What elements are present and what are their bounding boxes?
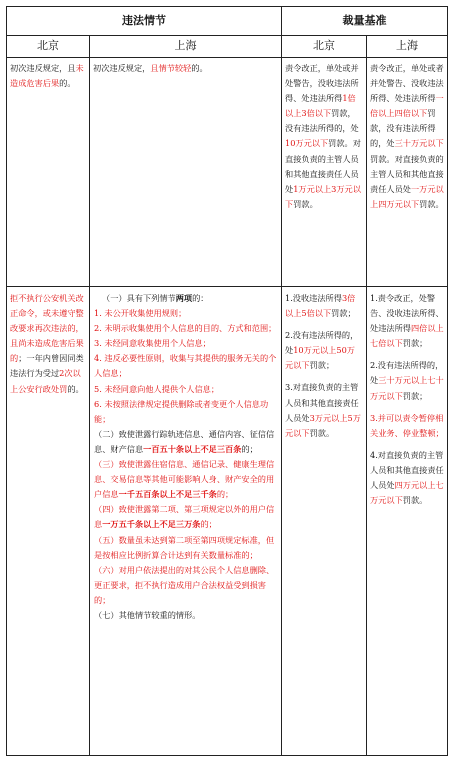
item-amount: 四万元以上七万元以下 <box>370 480 444 506</box>
item-emphasis: 一百五十条以上不足三百条 <box>143 443 242 454</box>
violation-item <box>94 533 278 563</box>
spacer <box>285 373 363 380</box>
item-text: 6. 未按照法律规定提供删除或者变更个人信息功能； <box>94 398 269 424</box>
item-text: 3. 未经同意收集使用个人信息； <box>94 338 211 349</box>
violation-item <box>94 306 278 321</box>
row2-shanghai-violation-list <box>90 289 281 755</box>
item-text: （五）数量虽未达到第二项至第四项规定标准，但是按相应比例折算合计达到有关数量标准的； <box>94 534 275 560</box>
spacer <box>370 441 444 448</box>
item-text: 的； <box>200 519 217 530</box>
item-text: （三）致使泄露住宿信息、通信记录、健康生理信息、交易信息等其他可能影响人身、财产安全的用户信息 <box>94 459 275 500</box>
violation-item <box>94 321 278 336</box>
item-text: 1.没收违法所得 <box>285 293 342 303</box>
item-emphasis: 一万五千条以上不足三万条 <box>102 519 201 530</box>
spacer <box>370 508 444 515</box>
item-text: 2.没有违法所得的，处 <box>370 360 444 386</box>
item-text: 4. 违反必要性原则，收集与其提供的服务无关的个人信息； <box>94 353 277 379</box>
penalty-item <box>285 328 363 373</box>
item-text: 3.并可以责令暂停相关业务、停业整顿； <box>370 412 444 438</box>
penalty-item <box>370 291 444 351</box>
item-text: 的； <box>241 443 258 454</box>
penalty-item <box>370 448 444 508</box>
violation-item <box>94 427 278 457</box>
penalty-item <box>370 358 444 403</box>
shanghai-violation-header: 上海 <box>174 39 197 52</box>
violation-item <box>94 563 278 608</box>
shanghai-penalty-header: 上海 <box>396 39 418 52</box>
violation-item <box>94 291 278 306</box>
item-amount: 三十万元以上七十万元以下 <box>370 375 444 401</box>
header-rule <box>7 35 447 36</box>
row2-shanghai-penalty <box>367 289 447 755</box>
item-text: 1. 未公开收集使用规则； <box>94 308 187 319</box>
item-amount: 10万元以上50万元以下 <box>285 345 355 371</box>
row2-beijing-penalty <box>282 289 366 755</box>
item-text: 罚款； <box>309 360 335 371</box>
spacer <box>285 441 363 448</box>
row2-beijing-violation: 拒不执行公安机关改正命令，或未遵守整改要求再次违法的，且尚未造成危害后果的；一年内曾因同类违法行为受过2次以上公安行政处罚的。 <box>10 293 84 394</box>
violation-header: 违法情节 <box>122 14 166 27</box>
item-text: （七）其他情节较重的情形。 <box>94 609 201 620</box>
item-amount: 四倍以上七倍以下 <box>370 323 444 349</box>
item-text: 2.没有违法所得的，处 <box>285 330 359 356</box>
item-text: （二）致使泄露行踪轨迹信息、通信内容、征信信息、财产信息 <box>94 428 275 454</box>
item-amount: 3万元以上5万元以下 <box>285 412 361 438</box>
row-rule <box>7 286 447 287</box>
subheader-rule <box>7 57 447 58</box>
item-text: 4.对直接负责的主管人员和其他直接责任人员处 <box>370 449 444 491</box>
item-text: 5. 未经同意向他人提供个人信息； <box>94 383 220 394</box>
item-emphasis: 一千五百条以上不足三千条 <box>118 489 217 500</box>
violation-item <box>94 457 278 502</box>
item-text: 罚款； <box>402 338 428 349</box>
item-text: 的： <box>192 293 209 303</box>
item-text: 罚款； <box>402 390 428 401</box>
item-text: （一）具有下列情节 <box>102 293 176 303</box>
item-emphasis: 两项 <box>175 293 193 303</box>
row1-beijing-penalty: 责令改正，单处或并处警告，没收违法所得、处违法所得1倍以上3倍以下罚款，没有违法所得的，处10万元以下罚款。对直接负责的主管人员和其他直接责任人员处1万元以上3万元以下罚款。 <box>285 63 361 209</box>
item-text: 的； <box>216 489 234 500</box>
spacer <box>285 321 363 328</box>
beijing-violation-header: 北京 <box>37 39 59 52</box>
item-text: 1.责令改正，处警告、没收违法所得、处违法所得 <box>370 293 444 334</box>
penalty-item <box>285 380 363 440</box>
spacer <box>370 404 444 411</box>
violation-item <box>94 502 278 532</box>
item-text: 罚款。 <box>402 495 428 506</box>
row1-shanghai-penalty: 责令改正，单处或者并处警告、没收违法所得、处违法所得一倍以上四倍以下罚款，没有违法所得的，处三十万元以下罚款。对直接负责的主管人员和其他直接责任人员处一万元以上四万元以下罚款。 <box>370 63 444 209</box>
item-text: 3.对直接负责的主管人员和其他直接责任人员处 <box>285 382 359 423</box>
item-text: （六）对用户依法提出的对其公民个人信息删除、更正要求，拒不执行造成用户合法权益受到损害的； <box>94 564 275 605</box>
item-amount: 3倍以上5倍以下 <box>285 293 356 319</box>
item-text: 罚款。 <box>309 427 335 438</box>
violation-item <box>94 336 278 351</box>
item-text: 罚款； <box>331 308 356 319</box>
penalty-item <box>285 291 363 321</box>
violation-item <box>94 608 278 623</box>
beijing-penalty-header: 北京 <box>313 39 335 52</box>
penalty-item <box>370 411 444 441</box>
row1-beijing-violation: 初次违反规定，且未造成危害后果的。 <box>10 63 84 89</box>
violation-item <box>94 397 278 427</box>
spacer <box>370 351 444 358</box>
row1-shanghai-violation: 初次违反规定，且情节较轻的。 <box>93 63 208 73</box>
violation-item <box>94 351 278 381</box>
violation-item <box>94 382 278 397</box>
penalty-header: 裁量基准 <box>342 14 387 27</box>
discretion-table <box>6 6 448 756</box>
item-text: （四）致使泄露第二项、第三项规定以外的用户信息 <box>94 504 275 530</box>
item-text: 2. 未明示收集使用个人信息的目的、方式和范围； <box>94 323 277 334</box>
